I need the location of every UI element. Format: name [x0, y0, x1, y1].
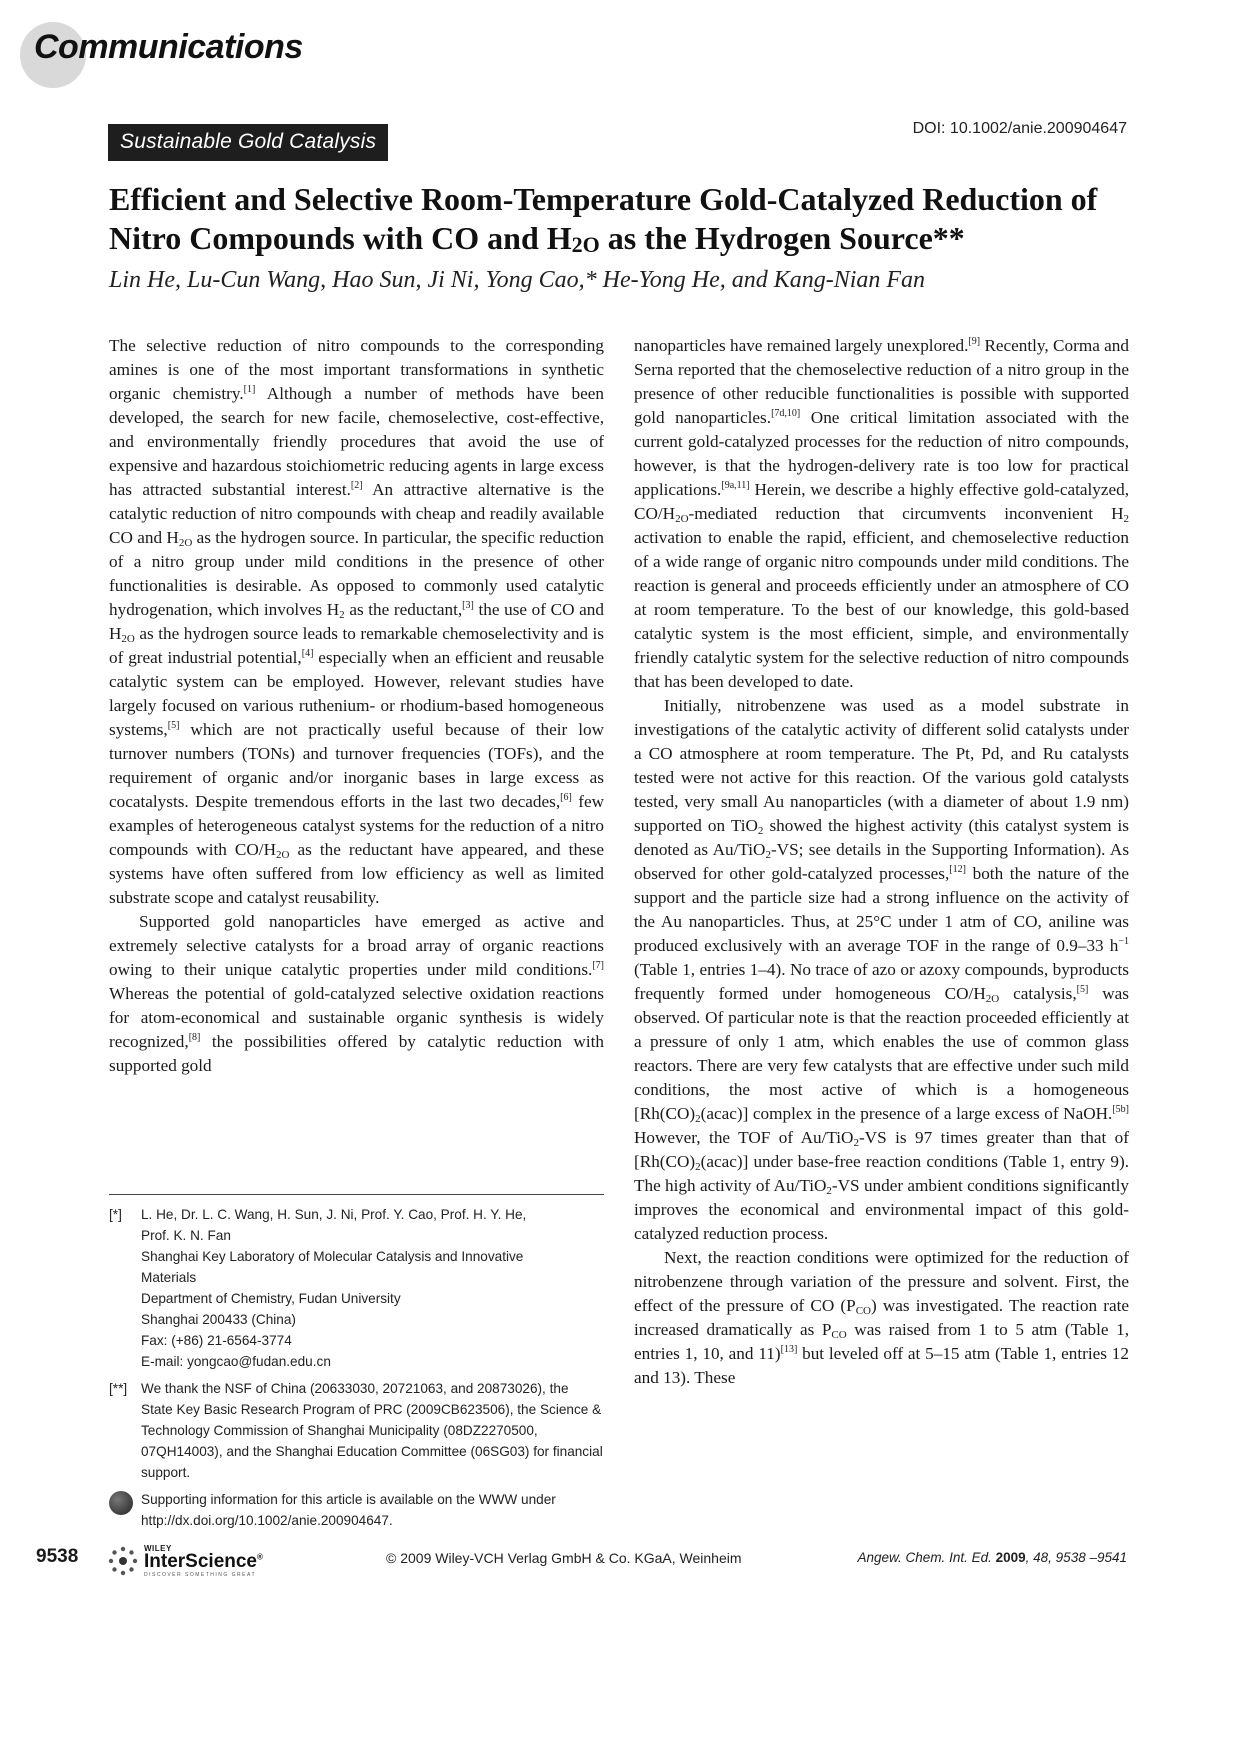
affiliation-line: Department of Chemistry, Fudan University: [141, 1291, 401, 1306]
affiliation-line: Fax: (+86) 21-6564-3774: [141, 1333, 292, 1348]
body-paragraph: The selective reduction of nitro compounds to the corresponding amines is one of the most important transformations in synthetic organic chemistry.[1] Although a number of methods have been developed, the search for new facile, chemoselective, cost-effective, and environmentally friendly procedures that avoid the use of expensive and hazardous stoichiometric reducing agents in large excess has attracted substantial interest.[2] An attractive alternative is the catalytic reduction of nitro compounds with cheap and readily available CO and $H_{2O}$ as the hydrogen source. In particular, the specific reduction of a nitro group under mild conditions in the presence of other functionalities is desirable. As opposed to commonly used catalytic hydrogenation, which involves $H_2$ as the reductant,[3] the use of CO and $H_{2O}$ as the hydrogen source leads to remarkable chemoselectivity and is of great industrial potential,[4] especially when an efficient and reusable catalytic system can be employed. However, relevant studies have largely focused on various ruthenium- or rhodium-based homogeneous systems,[5] which are not practically useful because of their low turnover numbers (TONs) and turnover frequencies (TOFs), and the requirement of organic and/or inorganic bases in large excess as cocatalysts. Despite tremendous efforts in the last two decades,[6] few examples of heterogeneous catalyst systems for the reduction of a nitro compounds with $CO/H_{2O}$ as the reductant have appeared, and these systems have often suffered from low efficiency as well as limited substrate scope and catalyst reusability.: [109, 336, 604, 907]
acknowledgement-footnote: [109, 1378, 604, 1483]
affiliation-footnote: [109, 1204, 604, 1372]
acknowledgement-text: We thank the NSF of China (20633030, 20721063, and 20873026), the State Key Basic Research Program of PRC (2009CB623506), the Science & Technology Commission of Shanghai Municipality (08DZ2270500, 07QH14003), and the Shanghai Education Committee (06SG03) for financial support.: [141, 1381, 603, 1480]
footnote-mark: [*]: [109, 1207, 122, 1222]
article-title: Efficient and Selective Room-Temperature Gold-Catalyzed Reduction of Nitro Compounds with CO and $H_{2O}$ as the Hydrogen Source**: [109, 181, 1098, 257]
body-column-right: [634, 334, 1129, 1390]
footnotes: [109, 1194, 604, 1531]
page-footer: [0, 1544, 1241, 1580]
topic-label: Sustainable Gold Catalysis: [108, 124, 388, 161]
supporting-info-icon: [109, 1491, 133, 1515]
wiley-interscience-logo: [106, 1544, 263, 1578]
logo-tagline: DISCOVER SOMETHING GREAT: [144, 1572, 257, 1578]
journal-citation: [858, 1550, 1127, 1565]
supporting-info-text[interactable]: Supporting information for this article is available on the WWW under http://dx.doi.org/10.1002/anie.200904647.: [141, 1492, 556, 1528]
affiliation-line: Materials: [141, 1270, 197, 1285]
body-paragraph: Initially, nitrobenzene was used as a model substrate in investigations of the catalytic activity of different solid catalysts under a CO atmosphere at room temperature. The Pt, Pd, and Ru catalysts tested were not active for this reaction. Of the various gold catalysts tested, very small Au nanoparticles (with a diameter of about 1.9 nm) supported on TiO$_2$ showed the highest activity (this catalyst system is denoted as Au/TiO$_2$-VS; see details in the Supporting Information). As observed for other gold-catalyzed processes,[12] both the nature of the support and the particle size had a strong influence on the activity of the Au nanoparticles. Thus, at 25°C under 1 atm of CO, aniline was produced exclusively with an average TOF in the range of 0.9–33 h$^{-1}$ (Table 1, entries 1–4). No trace of azo or azoxy compounds, byproducts frequently formed under homogeneous $CO/H_{2O}$ catalysis,[5] was observed. Of particular note is that the reaction proceeded efficiently at a pressure of only 1 atm, which enables the use of common glass reactors. There are very few catalysts that are effective under such mild conditions, the most active of which is a homogeneous $[Rh(CO)_2(acac)]$ complex in the presence of a large excess of NaOH.[5b] However, the TOF of Au/TiO$_2$-VS is 97 times greater than that of $[Rh(CO)_2(acac)]$ under base-free reaction conditions (Table 1, entry 9). The high activity of Au/TiO$_2$-VS under ambient conditions significantly improves the economical and environmental impact of this gold-catalyzed reduction process.: [634, 696, 1130, 1243]
logo-brand: InterScience: [144, 1551, 257, 1572]
affiliation-line: L. He, Dr. L. C. Wang, H. Sun, J. Ni, Prof. Y. Cao, Prof. H. Y. He,: [141, 1207, 527, 1222]
body-paragraph: nanoparticles have remained largely unexplored.[9] Recently, Corma and Serna reported that the chemoselective reduction of a nitro group in the presence of other reducible functionalities is possible with supported gold nanoparticles.[7d,10] One critical limitation associated with the current gold-catalyzed processes for the reduction of nitro compounds, however, is that the hydrogen-delivery rate is too low for practical applications.[9a,11] Herein, we describe a highly effective gold-catalyzed, $CO/H_{2O}$-mediated reduction that circumvents inconvenient $H_2$ activation to enable the rapid, efficient, and chemoselective reduction of a wide range of organic nitro compounds under mild conditions. The reaction is general and proceeds efficiently under an atmosphere of CO at room temperature. To the best of our knowledge, this gold-based catalytic system is the most efficient, simple, and environmentally friendly catalytic system for the selective reduction of nitro compounds that has been developed to date.: [634, 336, 1130, 691]
article-authors: Lin He, Lu-Cun Wang, Hao Sun, Ji Ni, Yong Cao,* He-Yong He, and Kang-Nian Fan: [109, 267, 926, 293]
affiliation-line: Shanghai 200433 (China): [141, 1312, 296, 1327]
copyright: © 2009 Wiley-VCH Verlag GmbH & Co. KGaA, Weinheim: [386, 1550, 742, 1566]
journal-volume-pages: , 48, 9538 –9541: [1025, 1550, 1127, 1565]
journal-year: 2009: [995, 1550, 1026, 1565]
doi[interactable]: DOI: 10.1002/anie.200904647: [912, 120, 1127, 137]
affiliation-line: Prof. K. N. Fan: [141, 1228, 231, 1243]
footnote-mark: [**]: [109, 1381, 128, 1396]
affiliation-line: E-mail: yongcao@fudan.edu.cn: [141, 1354, 331, 1369]
supporting-info: [109, 1489, 604, 1531]
body-paragraph: Supported gold nanoparticles have emerged as active and extremely selective catalysts for a broad array of organic reactions owing to their unique catalytic properties under mild conditions.[7] Whereas the potential of gold-catalyzed selective oxidation reactions for atom-economical and sustainable organic synthesis is widely recognized,[8] the possibilities offered by catalytic reduction with supported gold: [109, 912, 604, 1075]
interscience-swirl-icon: [106, 1544, 140, 1578]
journal-name: Angew. Chem. Int. Ed.: [857, 1550, 992, 1565]
logo-wiley: WILEY: [144, 1544, 172, 1553]
page-number: 9538: [36, 1546, 79, 1567]
section-header: [34, 28, 303, 67]
affiliation-line: Shanghai Key Laboratory of Molecular Catalysis and Innovative: [141, 1249, 524, 1264]
body-paragraph: Next, the reaction conditions were optimized for the reduction of nitrobenzene through variation of the pressure and solvent. First, the effect of the pressure of CO $(P_{CO})$ was investigated. The reaction rate increased dramatically as $P_{CO}$ was raised from 1 to 5 atm (Table 1, entries 1, 10, and 11)[13] but leveled off at 5–15 atm (Table 1, entries 12 and 13). These: [634, 1248, 1129, 1387]
logo-registered: ®: [257, 1552, 263, 1562]
affiliation-text: [141, 1204, 526, 1372]
section-label: Communications: [34, 28, 303, 66]
body-column-left: [109, 334, 604, 1078]
